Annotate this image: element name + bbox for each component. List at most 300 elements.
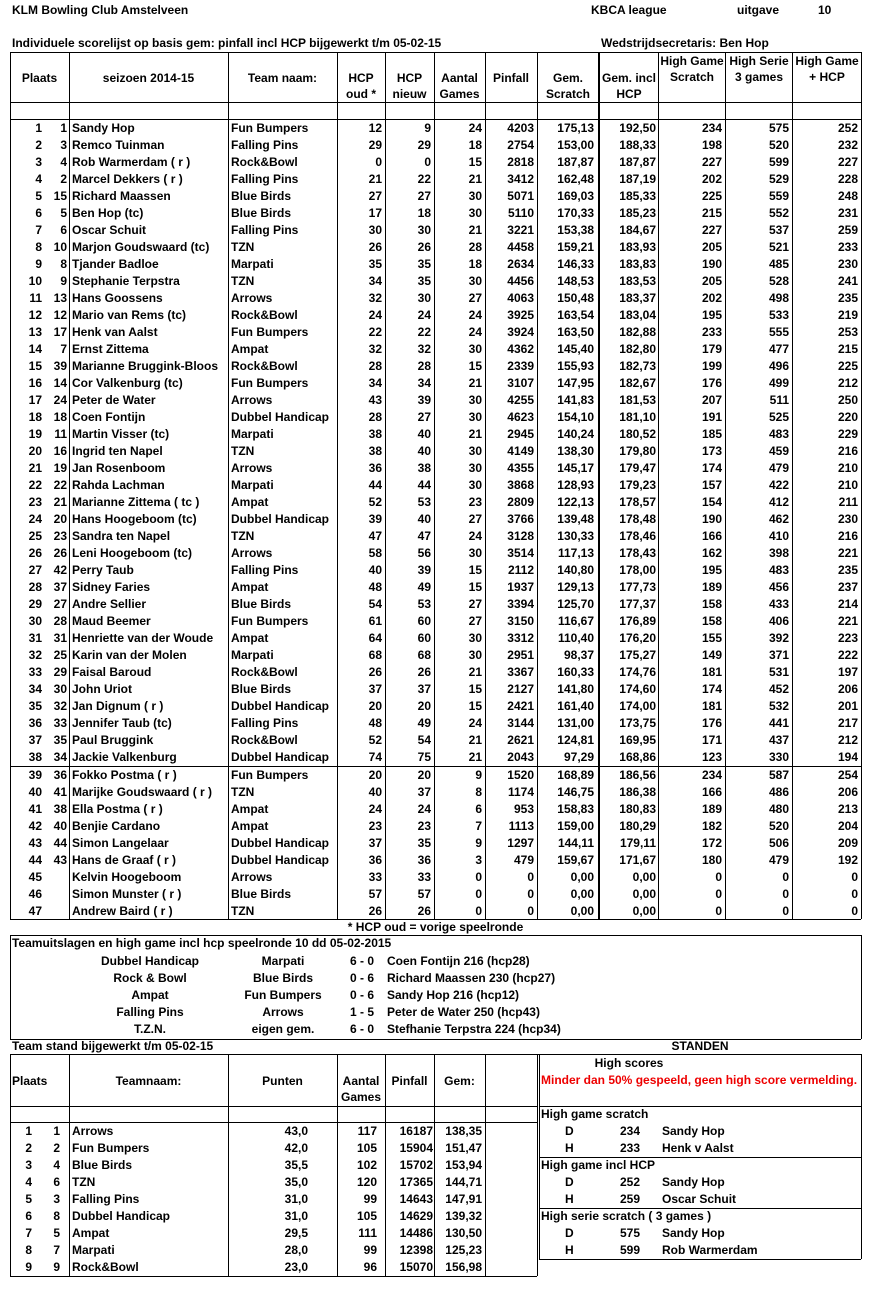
player-name: Andre Sellier: [72, 597, 147, 611]
team-name: Rock&Bowl: [72, 1260, 139, 1274]
avg-scratch: 130,33: [557, 529, 594, 543]
hcp-new: 24: [417, 802, 431, 816]
rank: 1: [25, 1124, 32, 1138]
prev-rank: 26: [53, 546, 67, 560]
avg-hcp: 174,76: [619, 665, 656, 679]
avg-scratch: 159,21: [557, 240, 594, 254]
pinfall: 4458: [507, 240, 534, 254]
hcp-new: 27: [417, 410, 431, 424]
avg-scratch: 145,17: [557, 461, 594, 475]
pinfall: 3412: [507, 172, 534, 186]
high-game-hcp: 241: [837, 274, 858, 288]
high-serie: 410: [768, 529, 789, 543]
player-row: [10, 869, 861, 886]
avg-scratch: 129,13: [557, 580, 594, 594]
team-name: Ampat: [231, 495, 269, 509]
high-serie: 575: [768, 121, 789, 135]
avg-hcp: 182,73: [619, 359, 656, 373]
average: 147,91: [445, 1192, 482, 1206]
rank: 27: [28, 563, 42, 577]
avg-hcp: 0,00: [632, 887, 656, 901]
prev-rank: 3: [60, 138, 67, 152]
highscores-title: High scores: [594, 1056, 664, 1070]
high-serie: 441: [768, 716, 789, 730]
player-name: Oscar Schuit: [72, 223, 147, 237]
high-game-hcp: 212: [837, 733, 858, 747]
footnote: * HCP oud = vorige speelronde: [347, 920, 524, 934]
high-game-hcp: 0: [851, 904, 858, 918]
high-game-hcp: 223: [837, 631, 858, 645]
high-serie: 496: [768, 359, 789, 373]
pinfall: 2421: [507, 699, 534, 713]
hcp-new: 24: [417, 308, 431, 322]
rank: 8: [35, 240, 42, 254]
high-serie: 0: [782, 904, 789, 918]
high-game-scratch: 0: [715, 904, 722, 918]
pinfall: 3150: [507, 614, 534, 628]
high-serie: 459: [768, 444, 789, 458]
prev-rank: 24: [53, 393, 67, 407]
games: 30: [468, 206, 482, 220]
avg-scratch: 160,33: [557, 665, 594, 679]
highscore-value: 575: [619, 1226, 640, 1240]
hcp-old: 28: [368, 410, 382, 424]
player-name: John Uriot: [72, 682, 132, 696]
player-row: [10, 324, 861, 341]
player-row: [10, 460, 861, 477]
player-name: Marijke Goudswaard ( r ): [72, 785, 213, 799]
avg-hcp: 176,20: [619, 631, 656, 645]
rank: 17: [28, 393, 42, 407]
rank: 43: [28, 836, 42, 850]
avg-scratch: 98,37: [563, 648, 594, 662]
highscore-player: Sandy Hop: [662, 1175, 725, 1189]
score: 0 - 6: [349, 971, 374, 985]
hcp-new: 30: [417, 291, 431, 305]
player-name: Martin Visser (tc): [72, 427, 170, 441]
rank: 15: [28, 359, 42, 373]
standings-header-games: Aantal Games: [340, 1074, 382, 1104]
high-serie: 483: [768, 563, 789, 577]
rank: 24: [28, 512, 42, 526]
avg-scratch: 125,70: [557, 597, 594, 611]
high-serie: 521: [768, 240, 789, 254]
result-row: [0, 970, 871, 987]
games: 21: [468, 665, 482, 679]
player-name: Karin van der Molen: [72, 648, 187, 662]
hcp-old: 68: [368, 648, 382, 662]
high-game-hcp: 0: [851, 870, 858, 884]
team-name: Marpati: [231, 427, 274, 441]
header-team: Team naam:: [247, 71, 318, 85]
avg-hcp: 183,53: [619, 274, 656, 288]
pinfall: 14643: [399, 1192, 433, 1206]
team-name: Falling Pins: [231, 563, 299, 577]
high-game-scratch: 207: [701, 393, 722, 407]
player-row: [10, 698, 861, 715]
rank: 5: [35, 189, 42, 203]
games: 105: [356, 1141, 377, 1155]
pinfall: 4456: [507, 274, 534, 288]
standings-row: [10, 1242, 537, 1259]
highscore-player: Rob Warmerdam: [662, 1243, 758, 1257]
player-row: [10, 494, 861, 511]
avg-hcp: 183,04: [619, 308, 656, 322]
pinfall: 3514: [507, 546, 534, 560]
pinfall: 4203: [507, 121, 534, 135]
home-team: Dubbel Handicap: [100, 954, 199, 968]
high-serie: 537: [768, 223, 789, 237]
avg-hcp: 178,43: [619, 546, 656, 560]
team-name: Falling Pins: [231, 223, 299, 237]
avg-scratch: 159,00: [557, 819, 594, 833]
avg-scratch: 153,00: [557, 138, 594, 152]
high-game-scratch: 181: [701, 699, 722, 713]
highscore-value: 233: [619, 1141, 640, 1155]
prev-rank: 40: [53, 819, 67, 833]
standings-header-avg: Gem:: [444, 1074, 475, 1088]
pinfall: 14486: [399, 1226, 433, 1240]
rank: 14: [28, 342, 42, 356]
high-game-scratch: 171: [701, 733, 722, 747]
rank: 47: [28, 904, 42, 918]
high-game-scratch: 0: [715, 887, 722, 901]
player-name: Mario van Rems (tc): [72, 308, 187, 322]
rank: 12: [28, 308, 42, 322]
high-game-scratch: 227: [701, 155, 722, 169]
player-name: Simon Munster ( r ): [72, 887, 182, 901]
high-game-scratch: 149: [701, 648, 722, 662]
rank: 40: [28, 785, 42, 799]
highscore-player: Sandy Hop: [662, 1226, 725, 1240]
team-name: Ampat: [231, 342, 269, 356]
avg-scratch: 117,13: [557, 546, 594, 560]
pinfall: 1937: [507, 580, 534, 594]
rank: 5: [25, 1192, 32, 1206]
high-serie: 520: [768, 138, 789, 152]
high-game-scratch: 215: [701, 206, 722, 220]
pinfall: 2951: [507, 648, 534, 662]
hcp-old: 44: [368, 478, 382, 492]
hcp-old: 40: [368, 563, 382, 577]
hcp-old: 64: [368, 631, 382, 645]
hcp-new: 56: [417, 546, 431, 560]
avg-hcp: 182,67: [619, 376, 656, 390]
avg-scratch: 168,89: [557, 768, 594, 782]
player-row: [10, 767, 861, 784]
rank: 3: [35, 155, 42, 169]
player-name: Jan Rosenboom: [72, 461, 166, 475]
games: 0: [475, 887, 482, 901]
high-game-scratch: 185: [701, 427, 722, 441]
hcp-old: 36: [368, 461, 382, 475]
player-row: [10, 664, 861, 681]
high-game-scratch: 155: [701, 631, 722, 645]
games: 99: [363, 1192, 377, 1206]
prev-rank: 2: [53, 1141, 60, 1155]
high-game-hcp: 210: [837, 461, 858, 475]
player-name: Stephanie Terpstra: [72, 274, 180, 288]
standings-title: Team stand bijgewerkt t/m 05-02-15: [12, 1039, 214, 1053]
player-row: [10, 852, 861, 869]
hcp-old: 21: [368, 172, 382, 186]
hcp-new: 40: [417, 427, 431, 441]
player-name: Ben Hop (tc): [72, 206, 144, 220]
hcp-new: 27: [417, 189, 431, 203]
player-name: Ella Postma ( r ): [72, 802, 163, 816]
high-game-hcp: 216: [837, 444, 858, 458]
games: 0: [475, 870, 482, 884]
pinfall: 2945: [507, 427, 534, 441]
rank: 32: [28, 648, 42, 662]
high-serie: 506: [768, 836, 789, 850]
pinfall: 4149: [507, 444, 534, 458]
avg-hcp: 178,57: [619, 495, 656, 509]
games: 105: [356, 1209, 377, 1223]
highscore-value: 252: [619, 1175, 640, 1189]
edition-label: uitgave: [737, 3, 780, 17]
standings-row: [10, 1157, 537, 1174]
prev-rank: 5: [60, 206, 67, 220]
hcp-new: 0: [424, 155, 431, 169]
prev-rank: 21: [53, 495, 67, 509]
hcp-new: 30: [417, 223, 431, 237]
high-game-scratch: 123: [701, 750, 722, 764]
games: 30: [468, 631, 482, 645]
player-row: [10, 613, 861, 630]
prev-rank: 11: [54, 427, 67, 441]
team-name: Ampat: [72, 1226, 110, 1240]
rank: 6: [25, 1209, 32, 1223]
player-name: Simon Langelaar: [72, 836, 169, 850]
high-game-hcp: 206: [837, 682, 858, 696]
games: 120: [356, 1175, 377, 1189]
team-name: TZN: [231, 785, 255, 799]
avg-scratch: 159,67: [557, 853, 594, 867]
rank: 6: [35, 206, 42, 220]
hcp-new: 29: [417, 138, 431, 152]
avg-scratch: 0,00: [570, 887, 594, 901]
avg-hcp: 178,46: [619, 529, 656, 543]
highscore-group-title: High game scratch: [541, 1107, 649, 1121]
avg-hcp: 183,93: [619, 240, 656, 254]
home-team: Rock & Bowl: [113, 971, 187, 985]
header-high-game-scratch: High Game Scratch: [660, 54, 724, 84]
player-row: [10, 273, 861, 290]
prev-rank: 33: [53, 716, 67, 730]
player-row: [10, 239, 861, 256]
games: 30: [468, 410, 482, 424]
prev-rank: 7: [60, 342, 67, 356]
games: 15: [468, 563, 482, 577]
prev-rank: 34: [53, 750, 67, 764]
header-hcp-new: HCP nieuw: [392, 71, 427, 101]
high-serie: 392: [768, 631, 789, 645]
team-name: Arrows: [231, 870, 273, 884]
high-game-hcp: 210: [837, 478, 858, 492]
high-serie: 433: [768, 597, 789, 611]
games: 111: [358, 1226, 377, 1240]
highscore-value: 234: [619, 1124, 640, 1138]
high-game-scratch: 176: [701, 716, 722, 730]
avg-hcp: 192,50: [619, 121, 656, 135]
pinfall: 4255: [507, 393, 534, 407]
edition-number: 10: [818, 3, 832, 17]
player-row: [10, 409, 861, 426]
pinfall: 2339: [507, 359, 534, 373]
team-name: TZN: [231, 240, 255, 254]
avg-scratch: 0,00: [570, 904, 594, 918]
points: 29,5: [284, 1226, 308, 1240]
player-name: Rob Warmerdam ( r ): [72, 155, 191, 169]
team-name: Falling Pins: [72, 1192, 140, 1206]
player-name: Ingrid ten Napel: [72, 444, 163, 458]
pinfall: 3312: [507, 631, 534, 645]
prev-rank: 12: [53, 308, 67, 322]
high-game: Peter de Water 250 (hcp43): [387, 1005, 540, 1019]
hcp-new: 35: [417, 274, 431, 288]
hcp-old: 29: [368, 138, 382, 152]
prev-rank: 41: [53, 785, 67, 799]
hcp-old: 39: [368, 512, 382, 526]
standings-row: [10, 1140, 537, 1157]
pinfall: 3394: [507, 597, 534, 611]
high-serie: 599: [768, 155, 789, 169]
high-serie: 532: [768, 699, 789, 713]
high-game-scratch: 166: [701, 785, 722, 799]
avg-hcp: 0,00: [632, 904, 656, 918]
highscore-value: 259: [619, 1192, 640, 1206]
player-row: [10, 545, 861, 562]
hcp-old: 38: [368, 444, 382, 458]
prev-rank: 39: [53, 359, 67, 373]
hcp-old: 26: [368, 665, 382, 679]
team-name: TZN: [72, 1175, 96, 1189]
high-game-hcp: 235: [837, 563, 858, 577]
games: 15: [468, 155, 482, 169]
player-name: Perry Taub: [72, 563, 134, 577]
standings-header-pinfall: Pinfall: [391, 1074, 428, 1088]
team-name: Arrows: [231, 461, 273, 475]
rank: 3: [25, 1158, 32, 1172]
high-game-hcp: 192: [837, 853, 858, 867]
team-name: Marpati: [231, 257, 274, 271]
rank: 10: [28, 274, 42, 288]
rank: 19: [28, 427, 42, 441]
avg-scratch: 145,40: [557, 342, 594, 356]
high-game-hcp: 215: [837, 342, 858, 356]
prev-rank: 6: [53, 1175, 60, 1189]
hcp-old: 26: [368, 904, 382, 918]
player-name: Richard Maassen: [72, 189, 171, 203]
rank: 31: [28, 631, 42, 645]
high-serie: 483: [768, 427, 789, 441]
hcp-new: 36: [417, 853, 431, 867]
hcp-new: 53: [417, 495, 431, 509]
high-game-hcp: 252: [837, 121, 858, 135]
high-game-scratch: 202: [701, 172, 722, 186]
hcp-new: 68: [417, 648, 431, 662]
prev-rank: 20: [53, 512, 67, 526]
hcp-new: 35: [417, 257, 431, 271]
pinfall: 15702: [399, 1158, 433, 1172]
high-serie: 0: [782, 887, 789, 901]
hcp-new: 75: [417, 750, 431, 764]
prev-rank: 1: [53, 1124, 60, 1138]
hcp-old: 33: [368, 870, 382, 884]
team-name: TZN: [231, 274, 255, 288]
team-name: Rock&Bowl: [231, 733, 298, 747]
avg-scratch: 155,93: [557, 359, 594, 373]
prev-rank: 10: [53, 240, 67, 254]
prev-rank: 4: [60, 155, 67, 169]
avg-scratch: 148,53: [557, 274, 594, 288]
player-name: Jackie Valkenburg: [72, 750, 177, 764]
high-serie: 587: [768, 768, 789, 782]
avg-hcp: 185,33: [619, 189, 656, 203]
high-serie: 559: [768, 189, 789, 203]
standings-header-points: Punten: [262, 1074, 303, 1088]
games: 30: [468, 189, 482, 203]
prev-rank: 18: [53, 410, 67, 424]
team-name: Fun Bumpers: [231, 768, 309, 782]
hcp-old: 30: [368, 223, 382, 237]
average: 139,32: [445, 1209, 482, 1223]
player-name: Marianne Zittema ( tc ): [72, 495, 200, 509]
highscore-group-title: High serie scratch ( 3 games ): [541, 1209, 712, 1223]
highscore-value: 599: [619, 1243, 640, 1257]
avg-scratch: 187,87: [557, 155, 594, 169]
average: 153,94: [445, 1158, 482, 1172]
games: 27: [468, 291, 482, 305]
pinfall: 0: [527, 904, 534, 918]
rank: 35: [28, 699, 42, 713]
hcp-old: 32: [368, 342, 382, 356]
header-season: seizoen 2014-15: [102, 71, 195, 85]
avg-scratch: 147,95: [557, 376, 594, 390]
prev-rank: 28: [53, 614, 67, 628]
prev-rank: 44: [53, 836, 67, 850]
header-plaats: Plaats: [21, 71, 58, 85]
prev-rank: 25: [53, 648, 67, 662]
high-game-hcp: 232: [837, 138, 858, 152]
player-row: [10, 290, 861, 307]
rank: 30: [28, 614, 42, 628]
pinfall: 15070: [399, 1260, 433, 1274]
avg-hcp: 183,37: [619, 291, 656, 305]
player-row: [10, 222, 861, 239]
results-title: Teamuitslagen en high game incl hcp speelronde 10 dd 05-02-2015: [12, 936, 392, 950]
team-name: Blue Birds: [231, 597, 292, 611]
high-game-scratch: 182: [701, 819, 722, 833]
avg-hcp: 180,52: [619, 427, 656, 441]
hcp-old: 48: [368, 580, 382, 594]
high-serie: 412: [768, 495, 789, 509]
rank: 26: [28, 546, 42, 560]
high-game-scratch: 154: [701, 495, 722, 509]
highscore-type: D: [565, 1226, 574, 1240]
rank: 37: [28, 733, 42, 747]
avg-hcp: 187,19: [619, 172, 656, 186]
rank: 1: [35, 121, 42, 135]
high-serie: 552: [768, 206, 789, 220]
games: 30: [468, 546, 482, 560]
standings-row: [10, 1191, 537, 1208]
prev-rank: 8: [60, 257, 67, 271]
games: 24: [468, 325, 482, 339]
high-serie: 371: [768, 648, 789, 662]
player-name: Ernst Zittema: [72, 342, 149, 356]
